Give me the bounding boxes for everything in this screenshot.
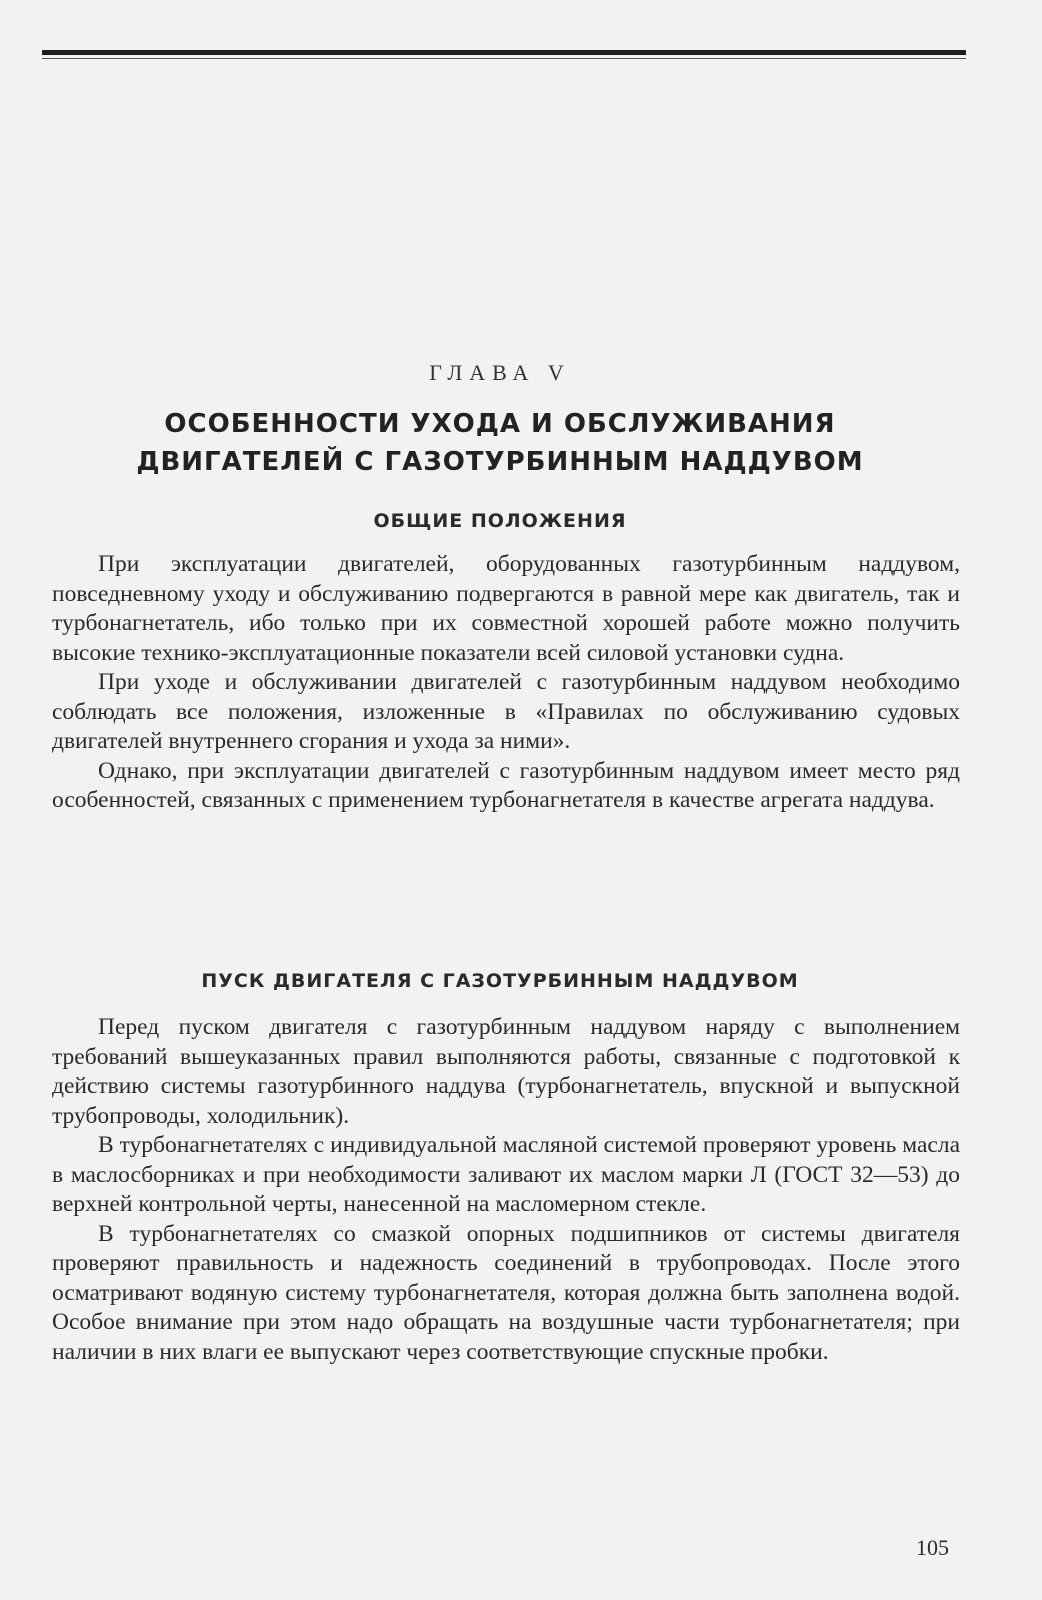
top-rule-thin: [42, 58, 966, 59]
section-heading-general: ОБЩИЕ ПОЛОЖЕНИЯ: [373, 510, 627, 532]
chapter-title-line-1: ОСОБЕННОСТИ УХОДА И ОБСЛУЖИВАНИЯ: [164, 409, 836, 439]
chapter-label: ГЛАВА V: [429, 360, 571, 385]
section-body-general: [52, 550, 960, 816]
paragraph: Перед пуском двигателя с газотурбинным наддувом наряду с выполнением требований вышеуказанных правил выполняются работы, связанные с подготовкой к действию системы газотурбинного наддува (турбонагнетатель, впускной и выпускной трубопроводы, холодильник).: [52, 1014, 960, 1129]
top-rule: [42, 50, 966, 55]
paragraph: В турбонагнетателях со смазкой опорных подшипников от системы двигателя проверяют правильность и надежность соединений в трубопроводах. После этого осматривают водяную систему турбонагнетателя, которая должна быть заполнена водой. Особое внимание при этом надо обращать на воздушные части турбонагнетателя; при наличии в них влаги ее выпускают через соответствующие спускные пробки.: [52, 1220, 960, 1365]
chapter-title-line-2: ДВИГАТЕЛЕЙ С ГАЗОТУРБИННЫМ НАДДУВОМ: [136, 447, 864, 477]
paragraph: В турбонагнетателях с индивидуальной масляной системой проверяют уровень масла в маслосборниках и при необходимости заливают их маслом марки Л (ГОСТ 32—53) до верхней контрольной черты, нанесенной на масломерном стекле.: [52, 1132, 960, 1217]
chapter-title: [60, 405, 940, 481]
section-body-engine-start: [52, 1013, 960, 1367]
paragraph: Однако, при эксплуатации двигателей с газотурбинным наддувом имеет место ряд особенностей, связанных с применением турбонагнетателя в качестве агрегата наддува.: [52, 757, 960, 813]
paragraph: При уходе и обслуживании двигателей с газотурбинным наддувом необходимо соблюдать все положения, изложенные в «Правилах по обслуживанию судовых двигателей внутреннего сгорания и ухода за ними».: [52, 669, 960, 754]
page-number: 105: [916, 1535, 949, 1560]
paragraph: При эксплуатации двигателей, оборудованных газотурбинным наддувом, повседневному уходу и обслуживанию подвергаются в равной мере как двигатель, так и турбонагнетатель, ибо только при их совместной хорошей работе можно получить высокие технико-эксплуатационные показатели всей силовой установки судна.: [52, 551, 960, 666]
section-heading-engine-start: ПУСК ДВИГАТЕЛЯ С ГАЗОТУРБИННЫМ НАДДУВОМ: [201, 970, 799, 992]
